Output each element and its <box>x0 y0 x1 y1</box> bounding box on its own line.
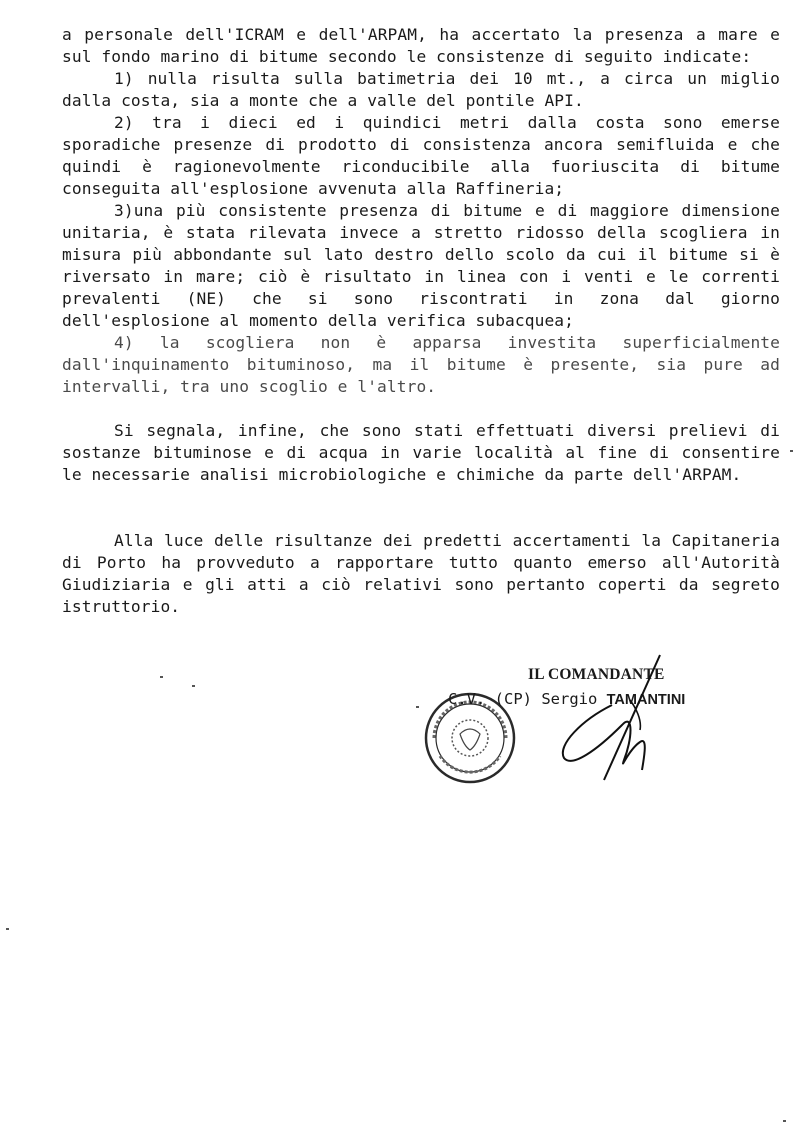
signatory-rank: C.V. (CP) Sergio <box>448 690 598 708</box>
scan-speck <box>192 685 195 687</box>
paragraph-point-2: 2) tra i dieci ed i quindici metri dalla costa sono emerse sporadiche presenze di prodotto di consistenza ancora semifluida e che quindi è ragionevolmente riconducibile alla fuoriuscita di bitume conseguita all'esplosione avvenuta alla Raffineria; <box>62 113 780 198</box>
paragraph-point-1: 1) nulla risulta sulla batimetria dei 10 mt., a circa un miglio dalla costa, sia a monte che a valle del pontile API. <box>62 69 780 110</box>
scan-speck <box>790 450 793 452</box>
handwritten-signature <box>552 650 672 790</box>
paragraph-intro: a personale dell'ICRAM e dell'ARPAM, ha accertato la presenza a mare e sul fondo marino di bitume secondo le consistenze di seguito indicate: <box>62 25 780 66</box>
scan-speck <box>6 928 9 930</box>
paragraph-conclusion: Alla luce delle risultanze dei predetti accertamenti la Capitaneria di Porto ha provveduto a rapportare tutto quanto emerso all'Autorità Giudiziaria e gli atti a ciò relativi sono pertanto coperti da segreto istruttorio. <box>62 531 780 616</box>
scan-speck <box>416 706 419 708</box>
signatory-title: IL COMANDANTE <box>528 666 665 683</box>
signatory-surname: TAMANTINI <box>606 692 686 708</box>
paragraph-point-4: 4) la scogliera non è apparsa investita superficialmente dall'inquinamento bituminoso, ma il bitume è presente, sia pure ad intervalli, tra uno scoglio e l'altro. <box>62 333 780 396</box>
paragraph-point-3: 3)una più consistente presenza di bitume e di maggiore dimensione unitaria, è stata rilevata invece a stretto ridosso della scogliera in misura più abbondante sul lato destro dello scolo da cui il bitume si è riversato in mare; ciò è risultato in linea con i venti e le correnti prevalenti (NE) che si sono riscontrati in zona dal giorno dell'esplosione al momento della verifica subacquea; <box>62 201 780 330</box>
document-body <box>62 24 780 618</box>
paragraph-sampling: Si segnala, infine, che sono stati effettuati diversi prelievi di sostanze bituminose e di acqua in varie località al fine di consentire le necessarie analisi microbiologiche e chimiche da parte dell'ARPAM. <box>62 421 780 484</box>
scan-speck <box>783 1120 786 1122</box>
scan-speck <box>160 676 163 678</box>
